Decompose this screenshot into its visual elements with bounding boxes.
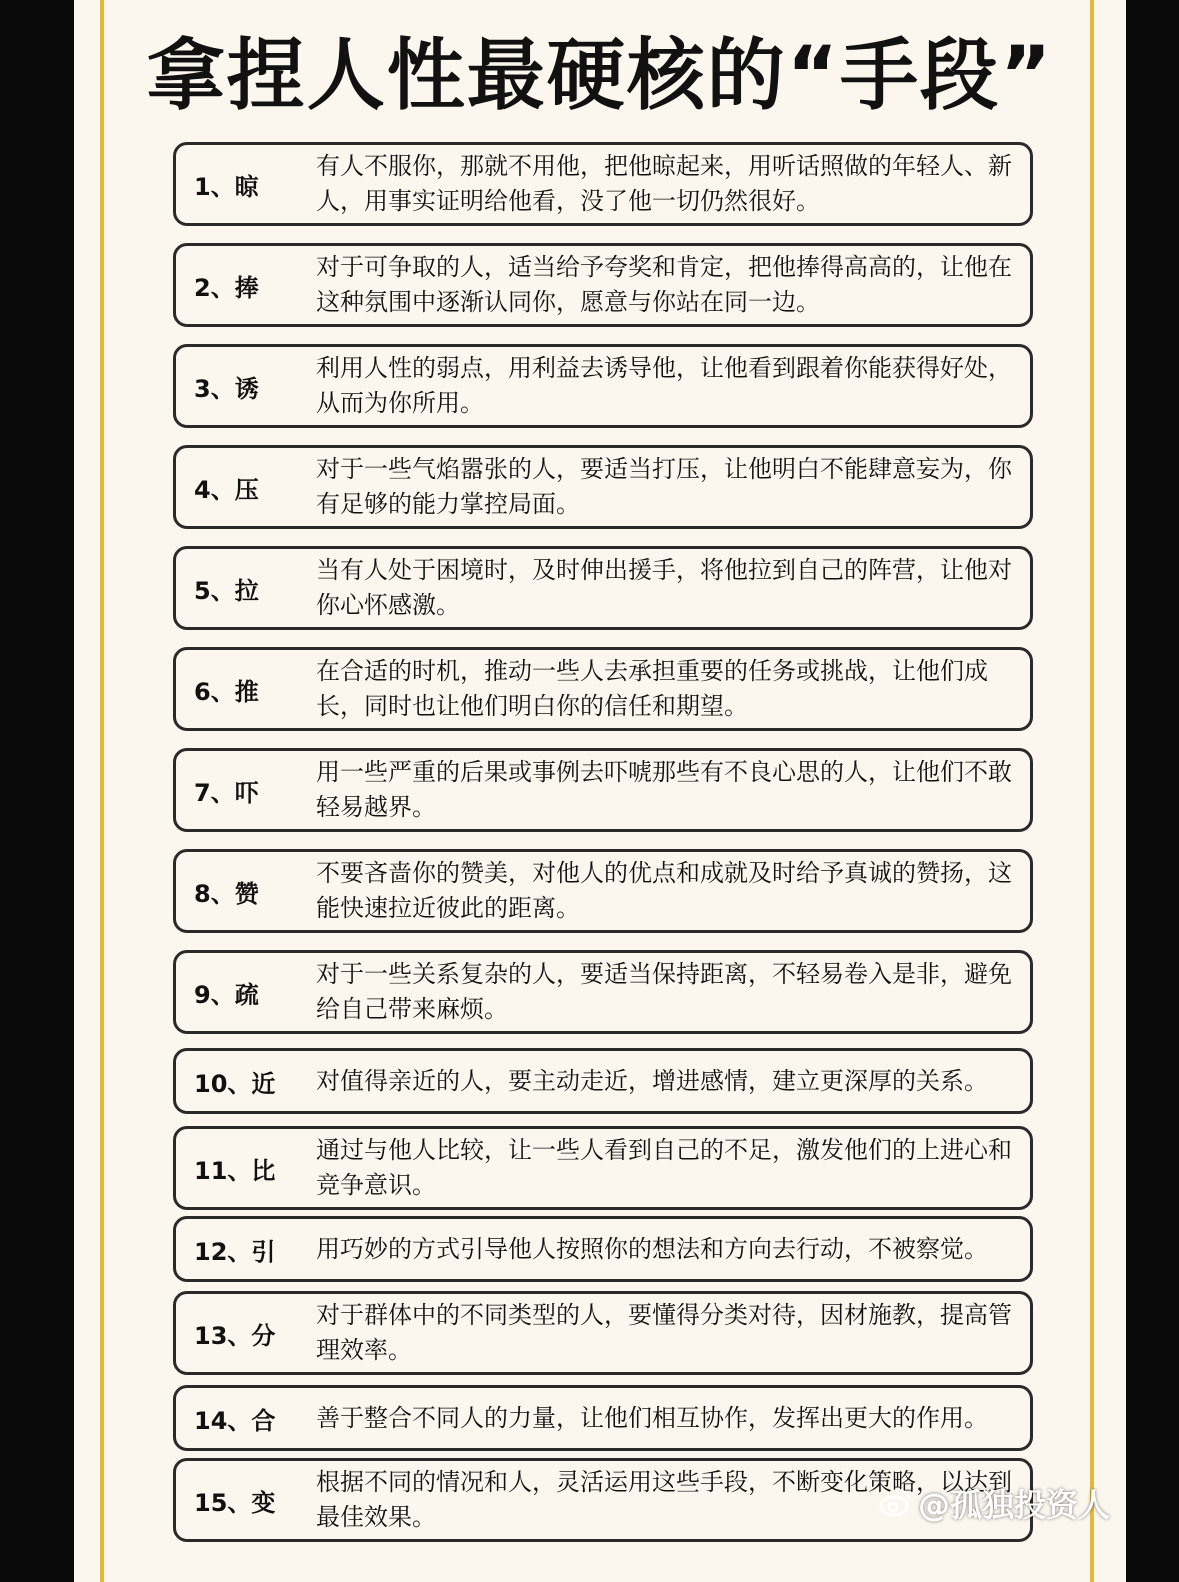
item-text: 当有人处于困境时，及时伸出援手，将他拉到自己的阵营，让他对你心怀感激。 — [316, 556, 1012, 619]
list-item — [173, 546, 1033, 630]
item-text: 对于一些关系复杂的人，要适当保持距离，不轻易卷入是非，避免给自己带来麻烦。 — [316, 960, 1012, 1023]
list-item — [173, 1216, 1033, 1282]
item-text: 对于群体中的不同类型的人，要懂得分类对待，因材施教，提高管理效率。 — [316, 1301, 1012, 1364]
item-label: 14、合 — [194, 1406, 276, 1435]
item-text: 在合适的时机，推动一些人去承担重要的任务或挑战，让他们成长，同时也让他们明白你的信任和期望。 — [316, 657, 988, 720]
item-text: 不要吝啬你的赞美，对他人的优点和成就及时给予真诚的赞扬，这能快速拉近彼此的距离。 — [316, 859, 1012, 922]
list-item — [173, 950, 1033, 1034]
list-item — [173, 445, 1033, 529]
item-label: 10、近 — [194, 1069, 276, 1098]
item-label: 2、捧 — [194, 273, 259, 302]
list-item — [173, 1048, 1033, 1114]
list-item — [173, 1385, 1033, 1451]
list-item — [173, 849, 1033, 933]
item-text: 有人不服你，那就不用他，把他晾起来，用听话照做的年轻人、新人，用事实证明给他看，没了他一切仍然很好。 — [316, 152, 1012, 215]
item-label: 15、变 — [194, 1488, 276, 1517]
list-item — [173, 243, 1033, 327]
item-text: 通过与他人比较，让一些人看到自己的不足，激发他们的上进心和竞争意识。 — [316, 1136, 1012, 1199]
item-label: 11、比 — [194, 1156, 276, 1185]
item-label: 13、分 — [194, 1321, 276, 1350]
list-item — [173, 142, 1033, 226]
item-label: 5、拉 — [194, 576, 259, 605]
list-item — [173, 1126, 1033, 1210]
item-text: 善于整合不同人的力量，让他们相互协作，发挥出更大的作用。 — [316, 1403, 988, 1432]
item-label: 4、压 — [194, 475, 259, 504]
list-item — [173, 344, 1033, 428]
item-label: 3、诱 — [194, 374, 259, 403]
item-label: 7、吓 — [194, 778, 259, 807]
list-item — [173, 1291, 1033, 1375]
watermark-text: @孤独投资人 — [918, 1486, 1111, 1524]
gold-stripe-left — [100, 0, 104, 1582]
item-label: 1、晾 — [194, 172, 259, 201]
item-text: 对于一些气焰嚣张的人，要适当打压，让他明白不能肆意妄为，你有足够的能力掌控局面。 — [316, 455, 1012, 518]
item-label: 9、疏 — [194, 980, 259, 1009]
watermark — [878, 1478, 1110, 1528]
item-label: 6、推 — [194, 677, 259, 706]
page-title: 拿捏人性最硬核的“手段” — [146, 31, 1054, 121]
item-text: 利用人性的弱点，用利益去诱导他，让他看到跟着你能获得好处，从而为你所用。 — [316, 354, 1012, 417]
list-item — [173, 748, 1033, 832]
list-item — [173, 647, 1033, 731]
weibo-logo-icon — [878, 1486, 912, 1520]
item-label: 8、赞 — [194, 879, 259, 908]
item-text: 用巧妙的方式引导他人按照你的想法和方向去行动，不被察觉。 — [316, 1234, 988, 1263]
item-text: 根据不同的情况和人，灵活运用这些手段，不断变化策略，以达到最佳效果。 — [316, 1468, 1012, 1531]
gold-stripe-right — [1090, 0, 1094, 1582]
item-text: 用一些严重的后果或事例去吓唬那些有不良心思的人，让他们不敢轻易越界。 — [316, 758, 1012, 821]
item-text: 对值得亲近的人，要主动走近，增进感情，建立更深厚的关系。 — [316, 1066, 988, 1095]
item-label: 12、引 — [194, 1237, 276, 1266]
item-text: 对于可争取的人，适当给予夸奖和肯定，把他捧得高高的，让他在这种氛围中逐渐认同你，愿意与你站在同一边。 — [316, 253, 1012, 316]
